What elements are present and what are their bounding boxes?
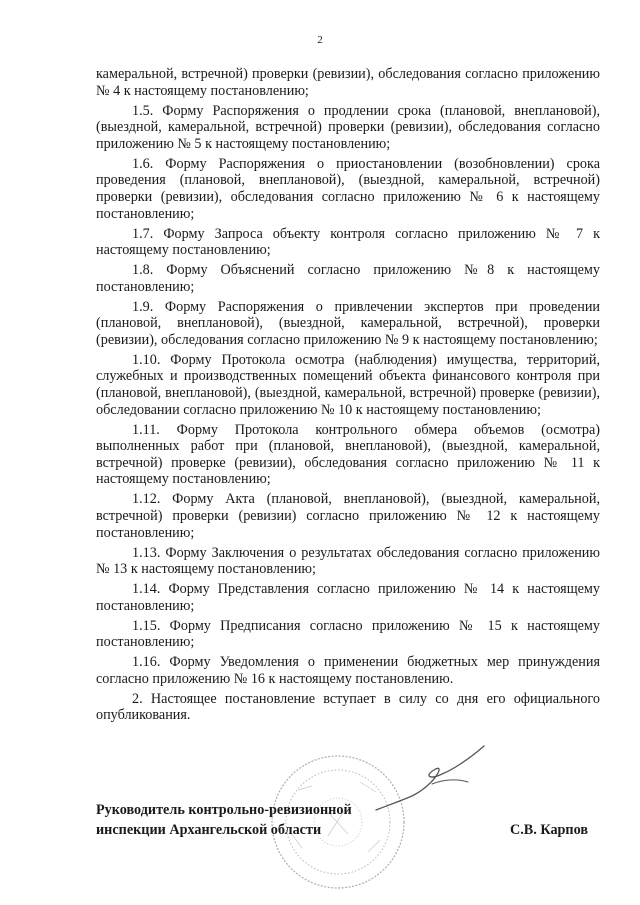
paragraph-1-6: 1.6. Форму Распоряжения о приостановлении (возобновлении) срока проведения (плановой, внеплановой), (выездной, камеральной, встречной) проверки (ревизии), обследования согласно приложению № 6 к настоящему постановлению; <box>96 155 600 222</box>
paragraph-1-10: 1.10. Форму Протокола осмотра (наблюдения) имущества, территорий, служебных и производственных помещений объекта финансового контроля при (плановой, внеплановой), (выездной, камеральной, встречной) проверке (ревизии), обследовании согласно приложению № 10 к настоящему постановлению; <box>96 351 600 418</box>
paragraph-1-9: 1.9. Форму Распоряжения о привлечении экспертов при проведении (плановой, внеплановой), (выездной, камеральной, встречной), проверки (ревизии), обследования согласно приложению № 9 к настоящему постановлению; <box>96 298 600 348</box>
paragraph-continuation: камеральной, встречной) проверки (ревизии), обследования согласно приложению № 4 к настоящему постановлению; <box>96 66 600 99</box>
paragraph-1-12: 1.12. Форму Акта (плановой, внеплановой), (выездной, камеральной, встречной) проверки (ревизии) согласно приложению № 12 к настоящему постановлению; <box>96 491 600 541</box>
paragraph-1-13: 1.13. Форму Заключения о результатах обследования согласно приложению № 13 к настоящему постановлению; <box>96 544 600 578</box>
page-number: 2 <box>317 34 323 46</box>
paragraph-1-7: 1.7. Форму Запроса объекту контроля согласно приложению № 7 к настоящему постановлению; <box>96 225 600 259</box>
paragraph-1-11: 1.11. Форму Протокола контрольного обмера объемов (осмотра) выполненных работ при (плановой, внеплановой), (выездной, камеральной, встречной) проверке (ревизии), обследования согласно приложению № 11 к настоящему постановлению; <box>96 421 600 488</box>
paragraph-1-8: 1.8. Форму Объяснений согласно приложению №8 к настоящему постановлению; <box>96 262 600 295</box>
paragraph-1-15: 1.15. Форму Предписания согласно приложению № 15 к настоящему постановлению; <box>96 617 600 651</box>
document-body <box>96 66 600 727</box>
paragraph-1-14: 1.14. Форму Представления согласно приложению № 14 к настоящему постановлению; <box>96 581 600 614</box>
paragraph-2: 2. Настоящее постановление вступает в силу со дня его официального опубликования. <box>96 690 600 724</box>
paragraph-1-16: 1.16. Форму Уведомления о применении бюджетных мер принуждения согласно приложению № 16 к настоящему постановлению. <box>96 654 600 687</box>
paragraph-1-5: 1.5. Форму Распоряжения о продлении срока (плановой, внеплановой), (выездной, камеральной, встречной) проверки (ревизии), обследования согласно приложению № 5 к настоящему постановлению; <box>96 102 600 152</box>
signer-title-line-2: инспекции Архангельской области <box>96 822 322 838</box>
signer-name: С.В. Карпов <box>510 822 589 838</box>
signer-title-line-1: Руководитель контрольно-ревизионной <box>96 802 352 818</box>
